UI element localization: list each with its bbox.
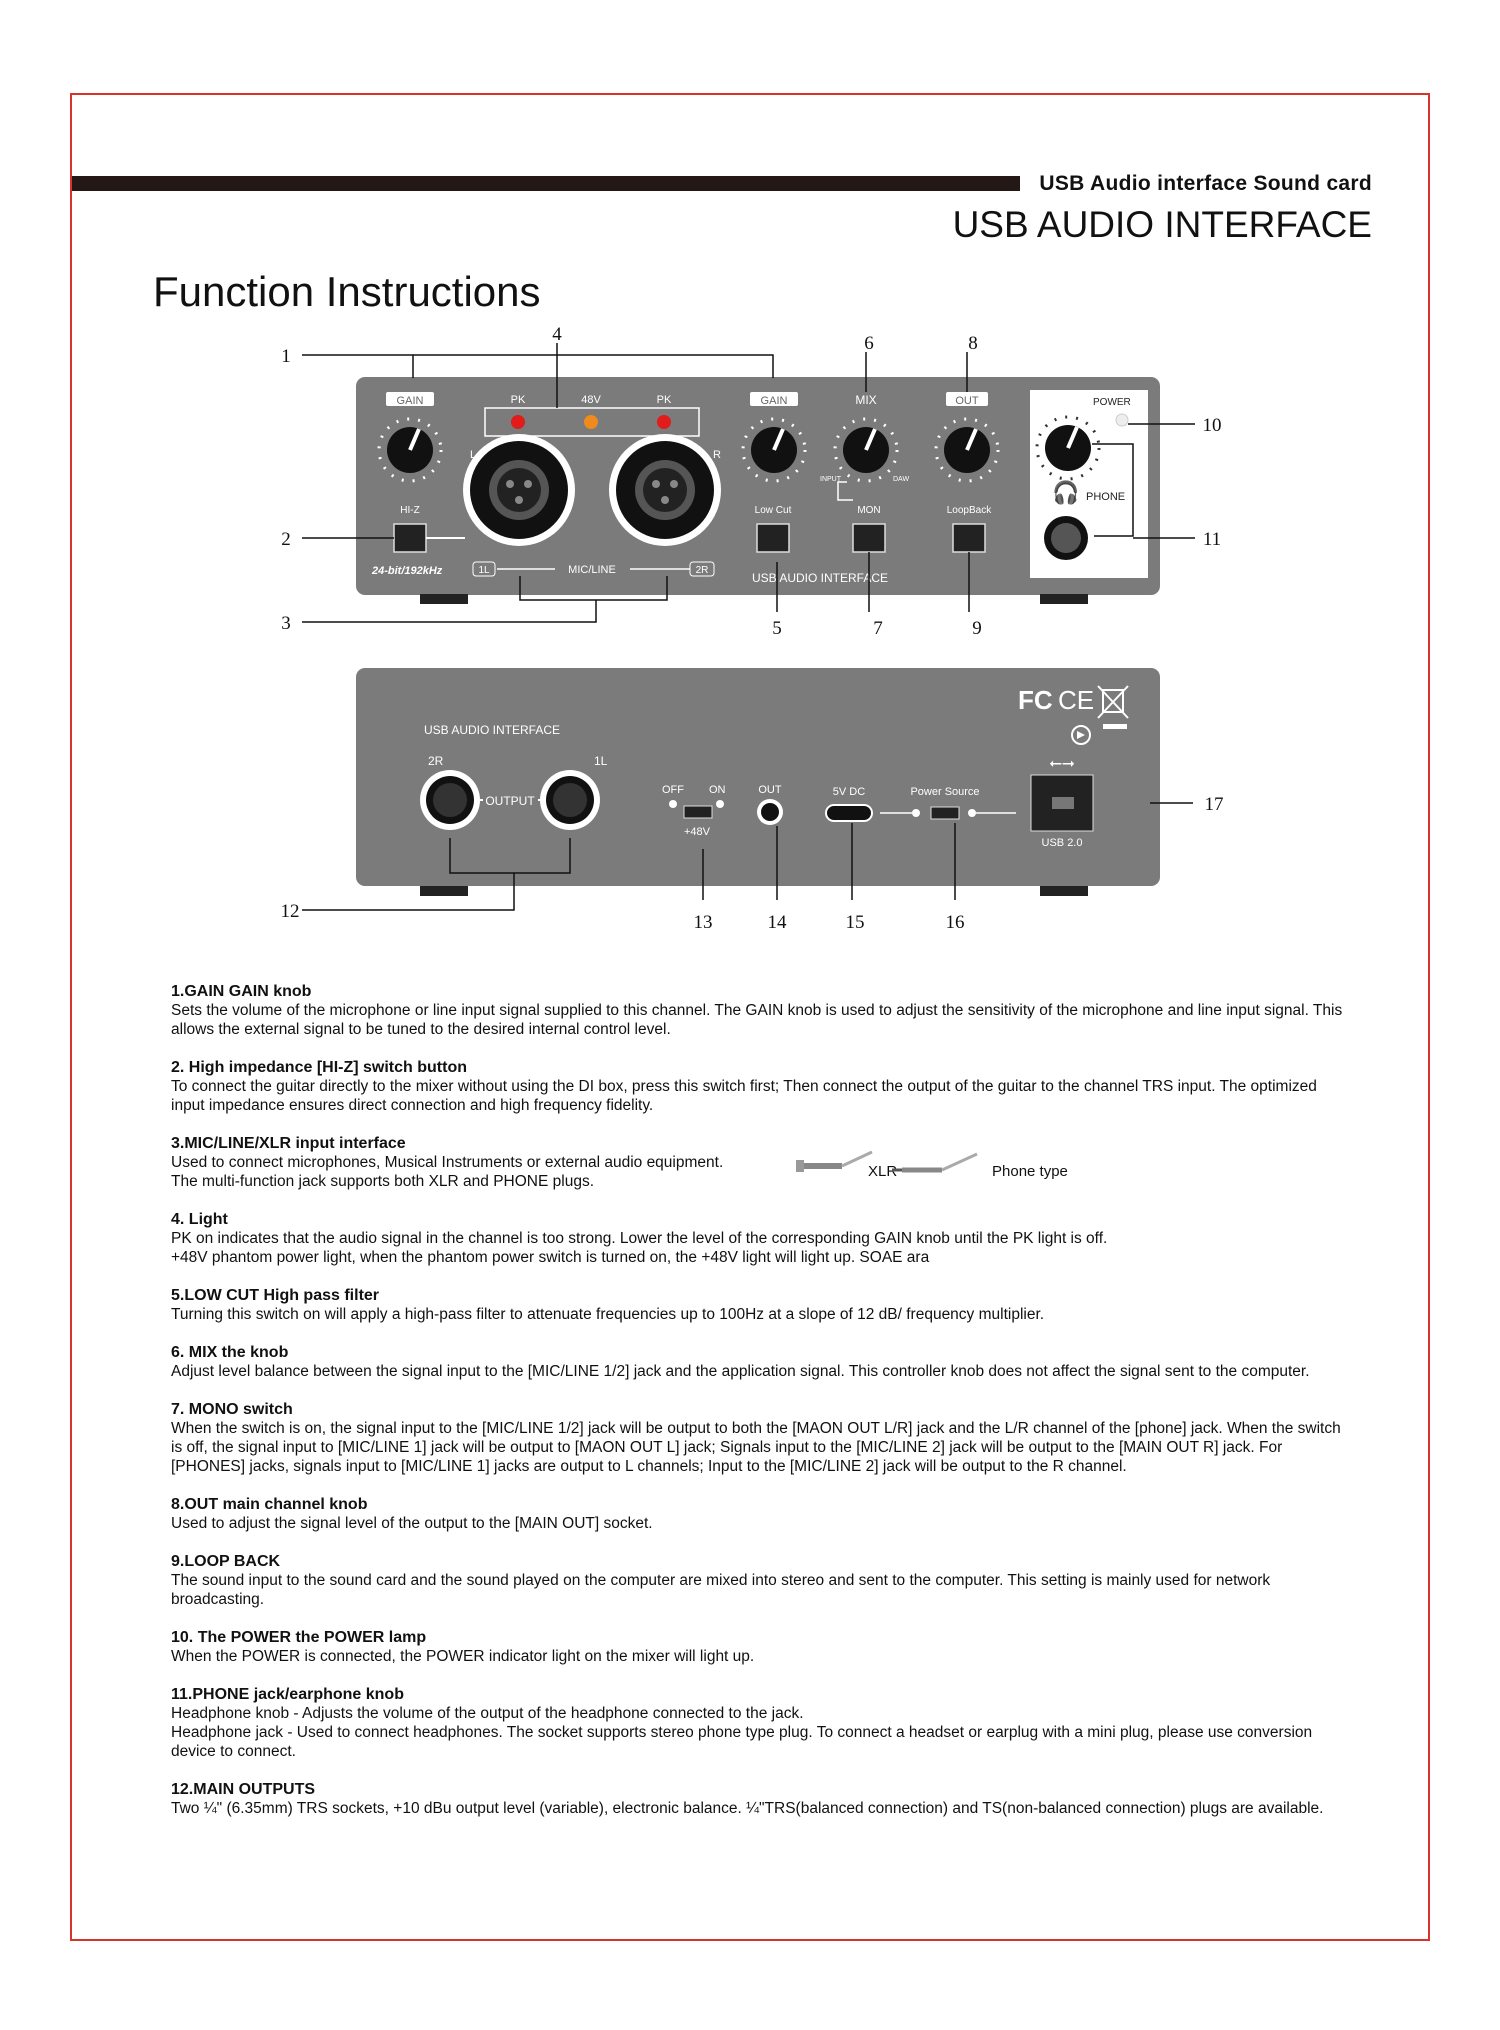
phone-type-label: Phone type [992, 1163, 1068, 1180]
section-title: 3.MIC/LINE/XLR input interface [171, 1135, 406, 1152]
mix-input-label: INPUT [820, 476, 841, 483]
loopback-button[interactable] [953, 524, 985, 552]
section-body-2: +48V phantom power light, when the phantom power switch is turned on, the +48V light will light up. SOAE ara [171, 1249, 930, 1266]
section-main-outputs [171, 1780, 1351, 1818]
mon-label: MON [857, 505, 881, 516]
callout-10: 10 [1202, 415, 1222, 436]
combo-jack-2r[interactable] [609, 434, 721, 546]
section-body: Used to connect microphones, Musical Instruments or external audio equipment. [171, 1154, 724, 1171]
power-label: POWER [1093, 397, 1131, 408]
section-mix [171, 1343, 1351, 1381]
xlr-label: XLR [868, 1163, 898, 1180]
plus48v-label: +48V [684, 826, 710, 838]
fcc-mark: FC [1018, 685, 1053, 715]
section-body: Headphone knob - Adjusts the volume of the output of the headphone connected to the jack. [171, 1705, 804, 1722]
mon-button[interactable] [853, 524, 885, 552]
dc5v-label: 5V DC [832, 786, 866, 798]
input-2r-label: 2R [695, 565, 709, 576]
front-panel-name: USB AUDIO INTERFACE [751, 571, 889, 585]
callout-9: 9 [972, 618, 982, 639]
usb-c-port[interactable] [826, 805, 872, 821]
gain-right-label: GAIN [760, 395, 788, 407]
section-title: 6. MIX the knob [171, 1344, 289, 1361]
power-source-switch[interactable] [931, 807, 959, 819]
section-title: 7. MONO switch [171, 1401, 293, 1418]
out-label: OUT [955, 395, 979, 407]
section-gain [171, 982, 1351, 1039]
section-body: PK on indicates that the audio signal in the channel is too strong. Lower the level of the corresponding GAIN knob until the PK light is off. [171, 1230, 1108, 1247]
callout-15: 15 [845, 912, 865, 933]
callout-4: 4 [552, 324, 562, 345]
rear-panel-name: USB AUDIO INTERFACE [424, 723, 561, 737]
callout-12: 12 [280, 901, 300, 922]
section-title: 1.GAIN GAIN knob [171, 983, 312, 1000]
output-jack-2r[interactable] [420, 770, 480, 830]
section-title: 11.PHONE jack/earphone knob [171, 1686, 404, 1703]
phantom-led [584, 415, 598, 429]
section-body-2: The multi-function jack supports both XLR and PHONE plugs. [171, 1173, 595, 1190]
callout-1: 1 [281, 346, 291, 367]
section-title: 12.MAIN OUTPUTS [171, 1781, 316, 1798]
input-1l-label: 1L [478, 565, 490, 576]
brand-title: USB AUDIO INTERFACE [952, 204, 1372, 245]
section-mic-line [171, 1134, 1351, 1191]
power-source-label: Power Source [910, 786, 980, 798]
section-body: When the POWER is connected, the POWER indicator light on the mixer will light up. [171, 1648, 755, 1665]
combo-jack-1l[interactable] [463, 434, 575, 546]
section-power [171, 1628, 1351, 1666]
channel-l-label: L [470, 449, 477, 461]
output-2r-label: 2R [428, 754, 444, 768]
phone-plug-icon [892, 1154, 977, 1170]
off-label: OFF [662, 784, 684, 796]
section-low-cut [171, 1286, 1351, 1324]
out-jack-label: OUT [758, 784, 782, 796]
on-label: ON [709, 784, 726, 796]
output-label: OUTPUT [485, 794, 535, 808]
headphones-icon: 🎧 [1052, 480, 1080, 505]
output-1l-label: 1L [594, 754, 608, 768]
callout-17: 17 [1204, 794, 1224, 815]
phantom-switch[interactable] [684, 806, 712, 818]
low-cut-label: Low Cut [754, 505, 792, 516]
section-body-2: Headphone jack - Used to connect headphones. The socket supports stereo phone type plug. To connect a headset or earplug with a mini plug, please use conversion device to connect. [171, 1724, 1313, 1760]
pk-left-label: PK [510, 394, 526, 406]
section-title: 10. The POWER the POWER lamp [171, 1629, 427, 1646]
section-body: Two ¼" (6.35mm) TRS sockets, +10 dBu output level (variable), electronic balance. ¼"TRS(balanced connection) and TS(non-balanced connection) plugs are available. [171, 1800, 1324, 1817]
pk-left-led [511, 415, 525, 429]
section-phone [171, 1685, 1351, 1761]
section-body: To connect the guitar directly to the mixer without using the DI box, press this switch first; Then connect the output of the guitar to the channel TRS input. The optimized input impedance ensures direct connection and high frequency fidelity. [171, 1078, 1317, 1114]
power-led [1116, 414, 1128, 426]
hiz-label: HI-Z [400, 505, 420, 516]
gain-left-label: GAIN [396, 395, 424, 407]
hiz-button[interactable] [394, 524, 426, 552]
section-body: Turning this switch on will apply a high-pass filter to attenuate frequencies up to 100Hz at a slope of 12 dB/ frequency multiplier. [171, 1306, 1045, 1323]
channel-r-label: R [713, 449, 721, 461]
callout-3: 3 [281, 613, 291, 634]
section-body: Sets the volume of the microphone or line input signal supplied to this channel. The GAIN knob is used to adjust the sensitivity of the microphone and line input signal. This allows the external signal to be tuned to the desired internal control level. [171, 1002, 1343, 1038]
mix-daw-label: DAW [893, 476, 910, 483]
front-panel [356, 377, 1160, 604]
callout-5: 5 [772, 618, 782, 639]
callout-7: 7 [873, 618, 883, 639]
phone-label: PHONE [1086, 491, 1126, 503]
instruction-sections [171, 982, 1351, 1837]
callout-16: 16 [945, 912, 965, 933]
section-body: Used to adjust the signal level of the output to the [MAIN OUT] socket. [171, 1515, 653, 1532]
section-light [171, 1210, 1351, 1267]
section-body: The sound input to the sound card and the sound played on the computer are mixed into stereo and sent to the computer. This setting is mainly used for network broadcasting. [171, 1572, 1271, 1608]
callout-13: 13 [693, 912, 713, 933]
section-loopback [171, 1552, 1351, 1609]
low-cut-button[interactable] [757, 524, 789, 552]
section-mono [171, 1400, 1351, 1476]
device-diagram [0, 0, 1500, 960]
callout-14: 14 [767, 912, 787, 933]
section-title: 5.LOW CUT High pass filter [171, 1287, 380, 1304]
plug-types-illustration [792, 1142, 1092, 1182]
section-body: Adjust level balance between the signal input to the [MIC/LINE 1/2] jack and the application signal. This controller knob does not affect the signal sent to the computer. [171, 1363, 1310, 1380]
callout-11: 11 [1202, 529, 1222, 550]
spec-label: 24-bit/192kHz [372, 565, 443, 577]
brand-subtitle: USB Audio interface Sound card [1039, 172, 1372, 195]
callout-8: 8 [968, 333, 978, 354]
section-title: 8.OUT main channel knob [171, 1496, 368, 1513]
section-out [171, 1495, 1351, 1533]
usb-label: USB 2.0 [1041, 837, 1083, 849]
mix-label: MIX [855, 393, 877, 407]
phantom-label: 48V [581, 394, 601, 406]
section-body: When the switch is on, the signal input to the [MIC/LINE 1/2] jack will be output to both the [MAON OUT L/R] jack and the L/R channel of the [phone] jack. When the switch is off, the signal input to [MIC/LINE 1] jack will be output to [MAON OUT L] jack; Signals input to the [MIC/LINE 2] jack will be output to the [MAIN OUT R] jack. For [PHONES] jacks, signals input to [MIC/LINE 1] jacks are output to L channels; Input to the [MIC/LINE 2] jack will be output to the R channel. [171, 1420, 1341, 1475]
ce-mark: CE [1058, 685, 1095, 715]
callout-2: 2 [281, 529, 291, 550]
mic-line-label: MIC/LINE [568, 564, 616, 576]
pk-right-label: PK [656, 394, 672, 406]
usb-icon: ⭠⭢ [1049, 755, 1075, 772]
rear-panel [356, 668, 1160, 896]
loopback-label: LoopBack [946, 505, 992, 516]
section-title: 9.LOOP BACK [171, 1553, 281, 1570]
xlr-plug-icon [796, 1152, 872, 1172]
pk-right-led [657, 415, 671, 429]
section-title: 4. Light [171, 1211, 228, 1228]
page-title: Function Instructions [153, 268, 541, 315]
section-title: 2. High impedance [HI-Z] switch button [171, 1059, 467, 1076]
output-jack-1l[interactable] [540, 770, 600, 830]
callout-6: 6 [864, 333, 874, 354]
section-hiz [171, 1058, 1351, 1115]
